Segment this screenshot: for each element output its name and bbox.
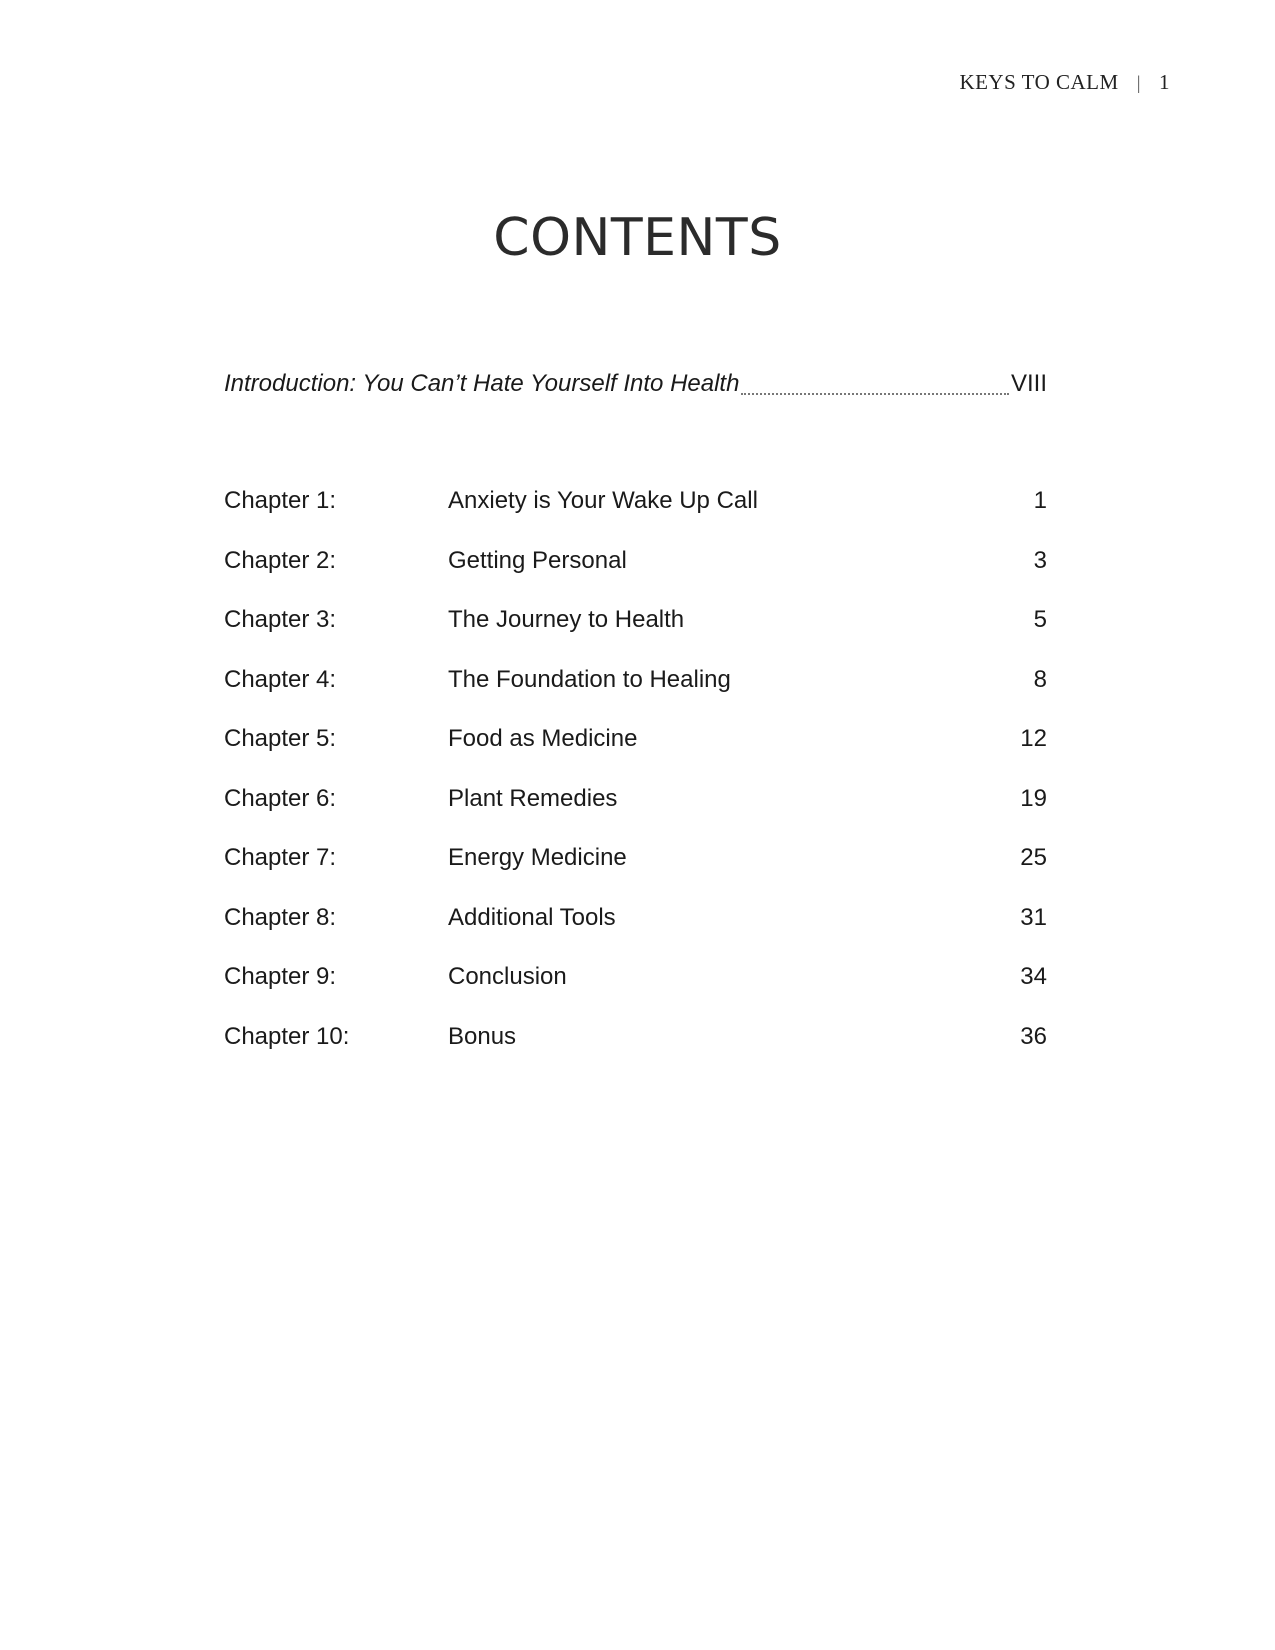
chapter-number: Chapter 10: (224, 1022, 350, 1050)
chapter-page: 19 (1020, 784, 1047, 812)
chapter-page: 5 (1033, 606, 1047, 633)
dot-leader (741, 392, 1009, 395)
toc-entry-chapter[interactable] (224, 785, 1047, 845)
chapter-title: Plant Remedies (448, 784, 618, 812)
chapter-page: 36 (1020, 1022, 1047, 1050)
chapter-page: 25 (1020, 844, 1047, 871)
toc-entry-chapter[interactable] (224, 963, 1047, 1023)
chapter-title: Additional Tools (448, 903, 616, 931)
chapter-page: 8 (1033, 665, 1047, 693)
book-title: KEYS TO CALM (959, 70, 1119, 94)
chapter-page: 34 (1020, 963, 1047, 990)
chapter-number: Chapter 6: (224, 784, 337, 812)
page-number: 1 (1159, 70, 1170, 94)
chapter-page: 12 (1020, 725, 1047, 752)
chapter-number: Chapter 9: (224, 963, 337, 990)
chapter-title: The Journey to Health (448, 606, 685, 633)
chapter-page: 1 (1033, 487, 1047, 514)
chapter-number: Chapter 5: (224, 725, 337, 752)
toc-entry-chapter[interactable] (224, 725, 1047, 785)
chapter-title: Getting Personal (448, 546, 627, 574)
introduction-page: VIII (1010, 370, 1047, 397)
chapter-title: The Foundation to Healing (448, 665, 731, 693)
toc-entry-chapter[interactable] (224, 1023, 1047, 1083)
toc-entry-chapter[interactable] (224, 844, 1047, 904)
header-separator: | (1136, 73, 1141, 94)
chapter-number: Chapter 3: (224, 606, 337, 633)
toc-entry-chapter[interactable] (224, 666, 1047, 726)
introduction-title: Introduction: You Can’t Hate Yourself Into Health (224, 370, 740, 397)
chapter-title: Food as Medicine (448, 725, 638, 752)
chapter-page: 3 (1033, 546, 1047, 574)
toc-entry-chapter[interactable] (224, 487, 1047, 547)
chapter-title: Anxiety is Your Wake Up Call (448, 487, 758, 514)
chapter-list (224, 487, 1047, 1082)
chapter-title: Conclusion (448, 963, 567, 990)
toc-entry-chapter[interactable] (224, 904, 1047, 964)
chapter-title: Bonus (448, 1022, 517, 1050)
running-header (959, 70, 1170, 95)
page-title: CONTENTS (493, 208, 782, 268)
chapter-number: Chapter 7: (224, 844, 337, 871)
chapter-title: Energy Medicine (448, 844, 627, 871)
chapter-page: 31 (1020, 903, 1047, 931)
chapter-number: Chapter 2: (224, 546, 337, 574)
chapter-number: Chapter 1: (224, 487, 337, 514)
toc-entry-introduction[interactable] (224, 370, 1047, 398)
chapter-number: Chapter 8: (224, 903, 337, 931)
toc-entry-chapter[interactable] (224, 547, 1047, 607)
toc-entry-chapter[interactable] (224, 606, 1047, 666)
chapter-number: Chapter 4: (224, 665, 337, 693)
